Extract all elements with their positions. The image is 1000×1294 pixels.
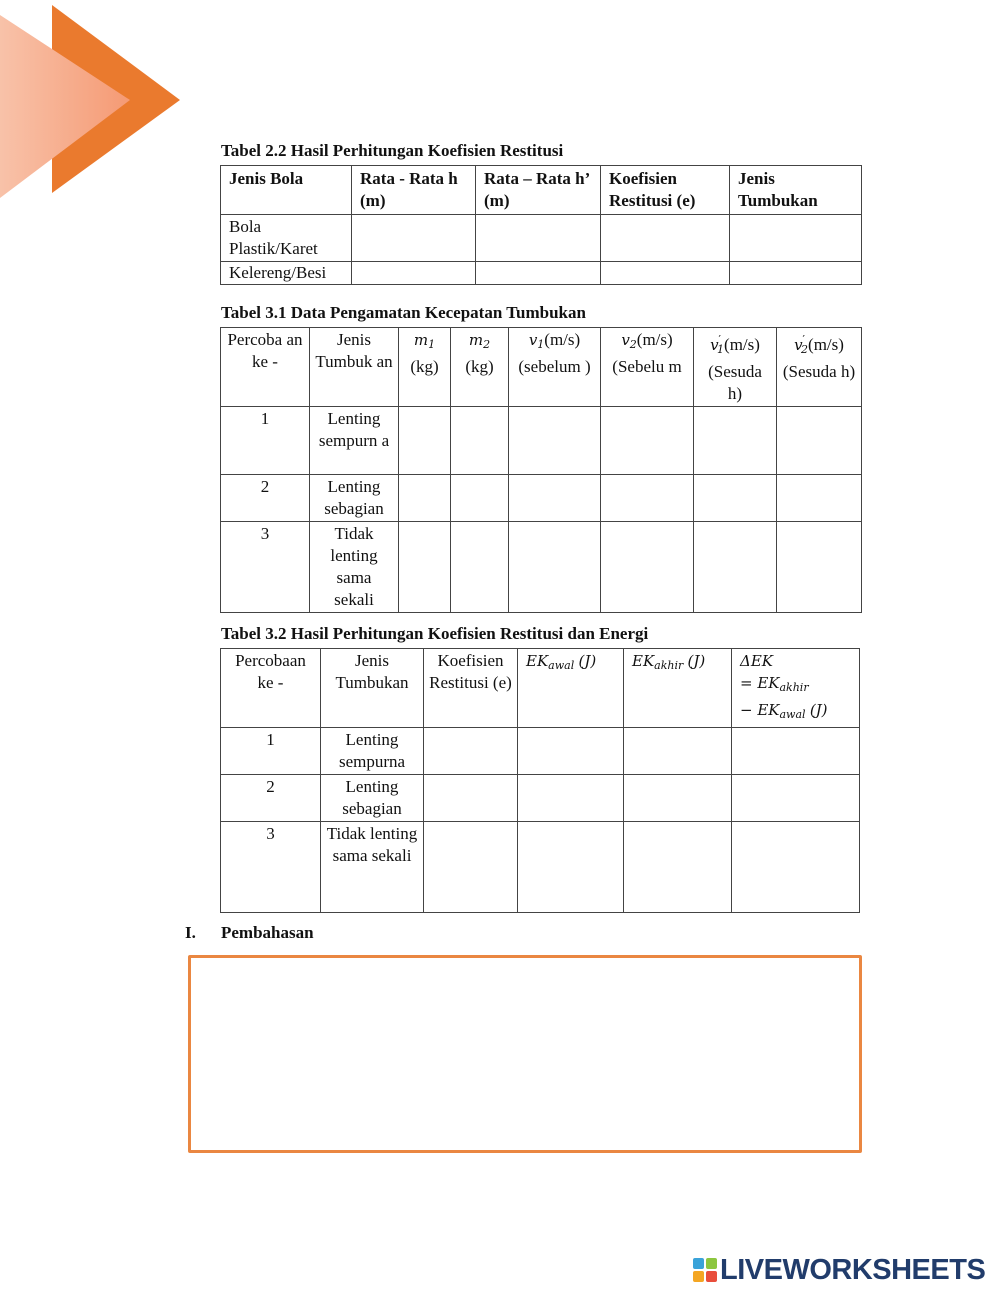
input-cell[interactable]: [518, 775, 624, 822]
table-2-2-caption: Tabel 2.2 Hasil Perhitungan Koefisien Restitusi: [221, 141, 564, 160]
table-row: [221, 822, 860, 913]
input-cell[interactable]: [451, 407, 509, 475]
liveworksheets-logo: [693, 1255, 985, 1285]
header-jenis-tumbukan: Jenis Tumbukan: [321, 649, 424, 728]
input-cell[interactable]: [694, 475, 777, 522]
liveworksheets-logo-mark-icon: [693, 1258, 717, 1282]
pembahasan-answer-box[interactable]: [188, 955, 862, 1153]
input-cell[interactable]: [424, 728, 518, 775]
row-jenis: Lenting sebagian: [310, 475, 399, 522]
input-cell[interactable]: [451, 522, 509, 613]
header-m2: $m_2$ (kg): [451, 328, 509, 407]
input-cell[interactable]: [509, 475, 601, 522]
row-number: 3: [221, 522, 310, 613]
header-percobaan: Percobaan ke -: [221, 649, 321, 728]
table-row: [221, 775, 860, 822]
header-rata-h: Rata - Rata h (m): [352, 166, 476, 215]
row-label-bola-plastik: Bola Plastik/Karet: [221, 215, 352, 262]
input-cell[interactable]: [352, 215, 476, 262]
table-3-2: [220, 648, 860, 913]
table-2-2: [220, 165, 862, 285]
row-number: 3: [221, 822, 321, 913]
header-rata-h-prime: Rata – Rata h’ (m): [476, 166, 601, 215]
input-cell[interactable]: [730, 215, 862, 262]
header-ek-awal: $EK_{awal}$ (J): [518, 649, 624, 728]
header-jenis-tumbukan: Jenis Tumbukan: [730, 166, 862, 215]
input-cell[interactable]: [601, 522, 694, 613]
input-cell[interactable]: [352, 262, 476, 285]
row-jenis: Tidak lenting sama sekali: [321, 822, 424, 913]
header-v2-prime: $v'_2(m/s)$ (Sesuda h): [777, 328, 862, 407]
table-row: [221, 215, 862, 262]
header-koefisien: Koefisien Restitusi (e): [601, 166, 730, 215]
input-cell[interactable]: [732, 775, 860, 822]
row-number: 2: [221, 775, 321, 822]
input-cell[interactable]: [399, 522, 451, 613]
input-cell[interactable]: [777, 522, 862, 613]
row-jenis: Lenting sempurn a: [310, 407, 399, 475]
input-cell[interactable]: [601, 475, 694, 522]
header-jenis-tumbukan: Jenis Tumbuk an: [310, 328, 399, 407]
header-v1-prime: $v'_1(m/s)$ (Sesuda h): [694, 328, 777, 407]
row-label-kelereng: Kelereng/Besi: [221, 262, 352, 285]
section-number: I.: [185, 923, 196, 942]
input-cell[interactable]: [730, 262, 862, 285]
table-3-2-caption: Tabel 3.2 Hasil Perhitungan Koefisien Restitusi dan Energi: [221, 624, 649, 643]
input-cell[interactable]: [732, 822, 860, 913]
liveworksheets-logo-text: LIVEWORKSHEETS: [720, 1254, 986, 1286]
input-cell[interactable]: [509, 522, 601, 613]
input-cell[interactable]: [399, 407, 451, 475]
input-cell[interactable]: [424, 822, 518, 913]
row-jenis: Lenting sebagian: [321, 775, 424, 822]
row-number: 2: [221, 475, 310, 522]
row-number: 1: [221, 407, 310, 475]
input-cell[interactable]: [451, 475, 509, 522]
input-cell[interactable]: [424, 775, 518, 822]
section-title: Pembahasan: [221, 923, 314, 942]
table-row: [221, 407, 862, 475]
table-3-1-caption: Tabel 3.1 Data Pengamatan Kecepatan Tumbukan: [221, 303, 586, 322]
header-delta-ek: ΔEK = $EK_{akhir}$ − $EK_{awal}$ (J): [732, 649, 860, 728]
table-row: [221, 262, 862, 285]
header-v1: $v_1(m/s)$ (sebelum ): [509, 328, 601, 407]
input-cell[interactable]: [624, 775, 732, 822]
header-v2: $v_2(m/s)$ (Sebelu m: [601, 328, 694, 407]
table-row: [221, 522, 862, 613]
table-row: [221, 728, 860, 775]
input-cell[interactable]: [476, 215, 601, 262]
input-cell[interactable]: [694, 522, 777, 613]
table-row: [221, 475, 862, 522]
input-cell[interactable]: [777, 407, 862, 475]
section-heading: [185, 923, 314, 943]
input-cell[interactable]: [601, 215, 730, 262]
input-cell[interactable]: [509, 407, 601, 475]
input-cell[interactable]: [732, 728, 860, 775]
input-cell[interactable]: [624, 822, 732, 913]
input-cell[interactable]: [694, 407, 777, 475]
input-cell[interactable]: [518, 822, 624, 913]
table-3-1: [220, 327, 862, 613]
input-cell[interactable]: [399, 475, 451, 522]
header-ek-akhir: $EK_{akhir}$ (J): [624, 649, 732, 728]
input-cell[interactable]: [624, 728, 732, 775]
header-m1: $m_1$ (kg): [399, 328, 451, 407]
input-cell[interactable]: [518, 728, 624, 775]
input-cell[interactable]: [777, 475, 862, 522]
header-jenis-bola: Jenis Bola: [221, 166, 352, 215]
input-cell[interactable]: [601, 262, 730, 285]
row-jenis: Lenting sempurna: [321, 728, 424, 775]
decorative-arrow-shapes: [0, 0, 185, 200]
input-cell[interactable]: [476, 262, 601, 285]
header-koefisien: Koefisien Restitusi (e): [424, 649, 518, 728]
input-cell[interactable]: [601, 407, 694, 475]
header-percobaan: Percoba an ke -: [221, 328, 310, 407]
row-jenis: Tidak lenting sama sekali: [310, 522, 399, 613]
row-number: 1: [221, 728, 321, 775]
